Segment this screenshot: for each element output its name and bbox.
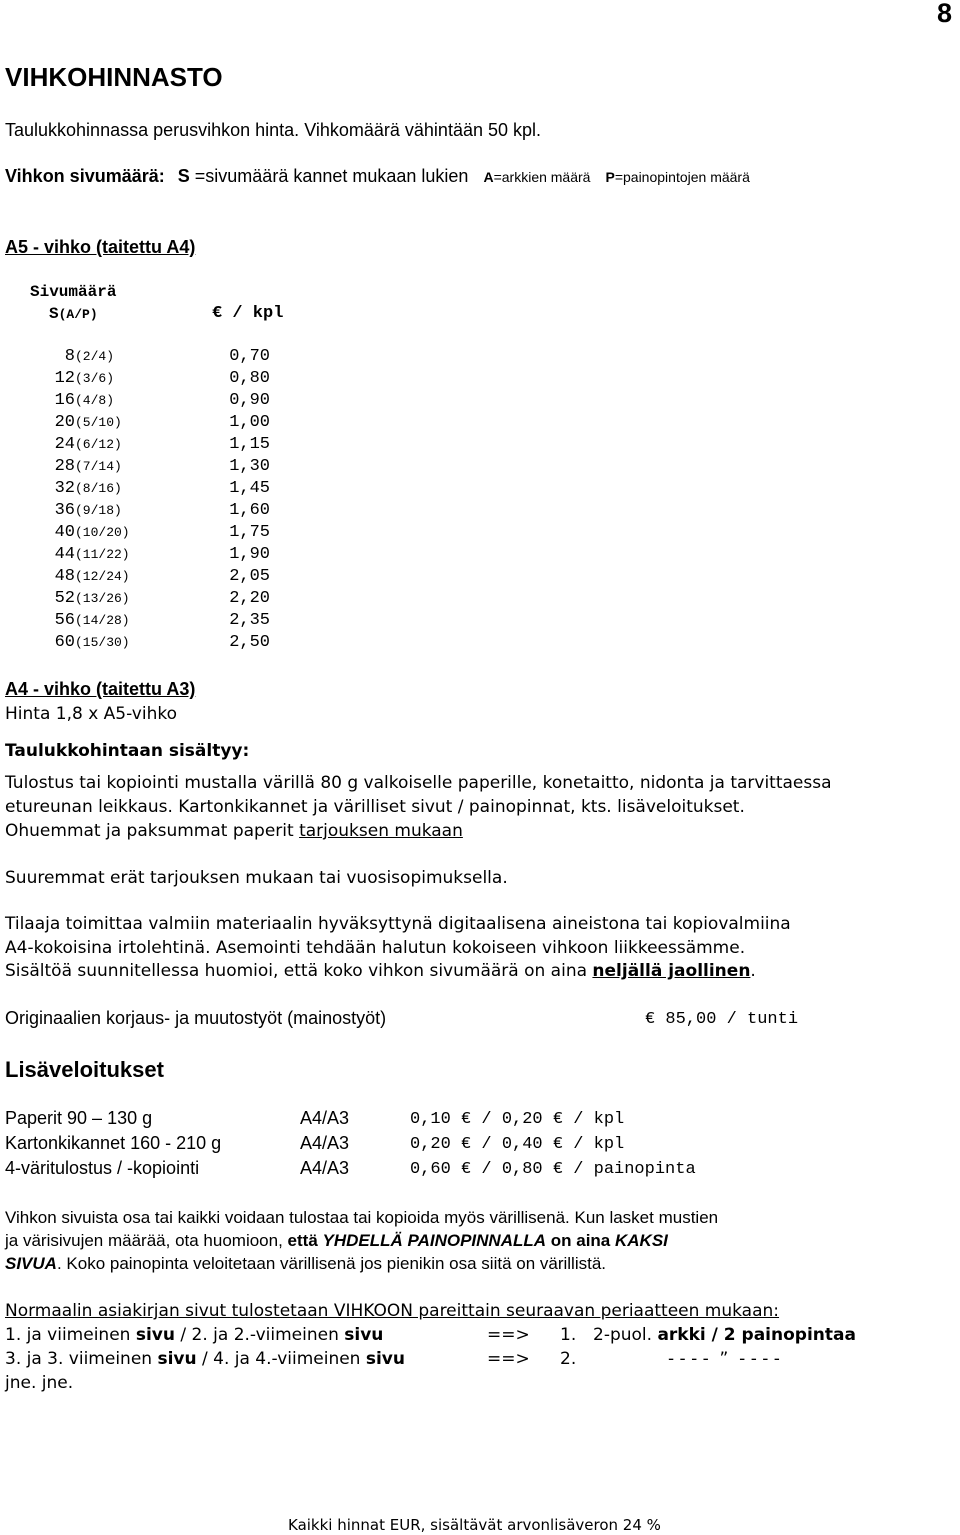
includes-line3: [5, 821, 463, 841]
corrections-price: € 85,00 / tunti: [645, 1010, 799, 1029]
order-row1-right: [593, 1325, 856, 1345]
a5-row-price: 1,30: [229, 457, 270, 476]
a5-row-price: 0,90: [229, 391, 270, 410]
customer-line2: A4-kokoisina irtolehtinä. Asemointi tehdään halutun kokoiseen vihkoon liikkeessämme.: [5, 938, 746, 958]
extras-size: A4/A3: [300, 1108, 350, 1128]
extras-price: 0,10 € / 0,20 € / kpl: [410, 1110, 625, 1129]
order-row3: jne. jne.: [5, 1373, 74, 1393]
color-line2: [5, 1231, 668, 1251]
order-row2-c: / 4. ja 4.-viimeinen: [196, 1349, 366, 1369]
a5-row-price: 1,60: [229, 501, 270, 520]
a5-heading: A5 - vihko (taitettu A4): [5, 237, 196, 257]
customer-line3-emphasis: neljällä jaollinen: [592, 961, 751, 981]
order-row1-num: 1.: [560, 1325, 577, 1345]
a5-row-sheets-surfaces: (7/14): [75, 459, 122, 474]
col-price-header: € / kpl: [212, 304, 284, 323]
a5-row-page-count: 8: [64, 347, 75, 366]
a5-row-sheets-surfaces: (15/30): [75, 635, 130, 650]
a5-row-pages: [51, 567, 141, 586]
a5-row-pages: [51, 413, 141, 432]
legend-s-key: S: [177, 166, 190, 186]
a5-row-page-count: 28: [54, 457, 75, 476]
order-row1-left: [5, 1325, 383, 1345]
extras-price: 0,20 € / 0,40 € / kpl: [410, 1135, 625, 1154]
extras-item: Paperit 90 – 130 g: [5, 1108, 153, 1128]
a5-row-pages: [51, 589, 141, 608]
includes-line2: etureunan leikkaus. Kartonkikannet ja värilliset sivut / painopinnat, kts. lisäveloitukset.: [5, 797, 745, 817]
a5-row-price: 1,75: [229, 523, 270, 542]
extras-heading: Lisäveloitukset: [5, 1057, 164, 1082]
color-line3-b: . Koko painopinta veloitetaan värillisenä jos pienikin osa siitä on värillistä.: [56, 1254, 606, 1273]
order-row2-num: 2.: [560, 1349, 577, 1369]
includes-line1: Tulostus tai kopiointi mustalla värillä 80 g valkoiselle paperille, konetaitto, nidonta ja tarvittaessa: [5, 773, 832, 793]
a5-row-page-count: 20: [54, 413, 75, 432]
a5-row-price: 2,20: [229, 589, 270, 608]
a5-row-price: 1,15: [229, 435, 270, 454]
color-line2-c: YHDELLÄ PAINOPINNALLA: [322, 1231, 547, 1250]
legend-s-text: =sivumäärä kannet mukaan lukien: [194, 166, 469, 186]
a5-row-price: 1,45: [229, 479, 270, 498]
a5-row-sheets-surfaces: (11/22): [75, 547, 130, 562]
a5-row-price: 2,05: [229, 567, 270, 586]
a5-row-sheets-surfaces: (9/18): [75, 503, 122, 518]
a5-row-price: 0,80: [229, 369, 270, 388]
a5-row-page-count: 48: [54, 567, 75, 586]
color-line2-d: on aina: [546, 1231, 615, 1250]
order-row1-e: 2-puol.: [593, 1325, 658, 1345]
a5-row-sheets-surfaces: (13/26): [75, 591, 130, 606]
a5-row-price: 1,00: [229, 413, 270, 432]
order-row1-b: sivu: [135, 1325, 175, 1345]
color-line3-a: SIVUA: [5, 1254, 57, 1273]
legend-p-key: P: [605, 169, 615, 185]
color-line1: Vihkon sivuista osa tai kaikki voidaan tulostaa tai kopioida myös värillisenä. Kun lasket mustien: [5, 1208, 719, 1227]
order-heading: Normaalin asiakirjan sivut tulostetaan VIHKOON pareittain seuraavan periaatteen mukaan:: [5, 1301, 780, 1321]
customer-line3-end: .: [750, 961, 756, 981]
legend-line: [5, 166, 750, 187]
a5-row-page-count: 60: [54, 633, 75, 652]
color-line3: [5, 1254, 606, 1274]
a5-row-pages: [51, 369, 141, 388]
order-row1-f: arkki / 2 painopintaa: [657, 1325, 856, 1345]
corrections-label: Originaalien korjaus- ja muutostyöt (mainostyöt): [5, 1008, 387, 1028]
a5-row-pages: [51, 435, 141, 454]
col-s-sub: (A/P): [58, 307, 98, 322]
extras-item: 4-väritulostus / -kopiointi: [5, 1158, 200, 1178]
a5-row-page-count: 16: [54, 391, 75, 410]
a5-row-pages: [51, 347, 141, 366]
color-line2-b: että: [287, 1231, 323, 1250]
color-line2-a: ja värisivujen määrää, ota huomioon,: [5, 1231, 288, 1250]
a5-row-sheets-surfaces: (10/20): [75, 525, 130, 540]
a5-row-sheets-surfaces: (5/10): [75, 415, 122, 430]
col-s-main: S: [49, 305, 59, 323]
extras-size: A4/A3: [300, 1158, 350, 1178]
a5-row-price: 2,35: [229, 611, 270, 630]
order-row2-left: [5, 1349, 405, 1369]
a5-row-sheets-surfaces: (8/16): [75, 481, 122, 496]
extras-price: 0,60 € / 0,80 € / painopinta: [410, 1160, 696, 1179]
includes-line3-underlined: tarjouksen mukaan: [299, 821, 463, 841]
customer-line3-text: Sisältöä suunnitellessa huomioi, että koko vihkon sivumäärä on aina: [5, 961, 593, 981]
includes-line3-text: Ohuemmat ja paksummat paperit: [5, 821, 300, 841]
color-line2-e: KAKSI: [615, 1231, 668, 1250]
order-row2-a: 3. ja 3. viimeinen: [5, 1349, 158, 1369]
order-row1-a: 1. ja viimeinen: [5, 1325, 136, 1345]
a5-row-page-count: 24: [54, 435, 75, 454]
legend-label: Vihkon sivumäärä:: [5, 166, 165, 186]
legend-a-text: =arkkien määrä: [493, 169, 591, 185]
legend-a-key: A: [483, 169, 494, 185]
customer-line1: Tilaaja toimittaa valmiin materiaalin hyväksyttynä digitaalisena aineistona tai kopiovalmiina: [5, 914, 791, 934]
footer-note: Kaikki hinnat EUR, sisältävät arvonlisäveron 24 %: [288, 1516, 661, 1534]
order-row2-ditto: - - - - ” - - - -: [668, 1349, 780, 1369]
legend-p-text: =painopintojen määrä: [614, 169, 750, 185]
a5-row-pages: [51, 611, 141, 630]
a5-row-sheets-surfaces: (4/8): [75, 393, 115, 408]
order-row1-c: / 2. ja 2.-viimeinen: [174, 1325, 345, 1345]
a5-row-page-count: 52: [54, 589, 75, 608]
a5-row-page-count: 32: [54, 479, 75, 498]
a5-row-sheets-surfaces: (6/12): [75, 437, 122, 452]
order-row2-b: sivu: [157, 1349, 197, 1369]
intro-text: Taulukkohinnassa perusvihkon hinta. Vihkomäärä vähintään 50 kpl.: [5, 120, 542, 140]
a5-row-pages: [51, 457, 141, 476]
a5-row-pages: [51, 501, 141, 520]
a5-row-page-count: 12: [54, 369, 75, 388]
a5-row-sheets-surfaces: (12/24): [75, 569, 130, 584]
a5-row-pages: [51, 479, 141, 498]
a5-row-page-count: 36: [54, 501, 75, 520]
extras-size: A4/A3: [300, 1133, 350, 1153]
a5-row-pages: [51, 633, 141, 652]
order-row1-arrow: ==>: [487, 1325, 530, 1345]
a5-row-page-count: 56: [54, 611, 75, 630]
order-row2-arrow: ==>: [487, 1349, 530, 1369]
customer-line3: [5, 961, 756, 981]
extras-item: Kartonkikannet 160 - 210 g: [5, 1133, 222, 1153]
col-sivumaara-header: Sivumäärä: [30, 283, 117, 301]
a5-row-page-count: 44: [54, 545, 75, 564]
a5-row-pages: [51, 545, 141, 564]
a5-row-price: 0,70: [229, 347, 270, 366]
a5-row-page-count: 40: [54, 523, 75, 542]
col-s-header: [49, 305, 98, 323]
a5-row-sheets-surfaces: (3/6): [75, 371, 115, 386]
a5-row-price: 2,50: [229, 633, 270, 652]
a4-text: Hinta 1,8 x A5-vihko: [5, 704, 177, 724]
a5-row-price: 1,90: [229, 545, 270, 564]
a5-row-sheets-surfaces: (14/28): [75, 613, 130, 628]
order-row1-d: sivu: [344, 1325, 384, 1345]
a4-heading: A4 - vihko (taitettu A3): [5, 679, 196, 699]
page-title: VIHKOHINNASTO: [5, 62, 223, 92]
page-number: 8: [936, 0, 952, 28]
a5-row-pages: [51, 523, 141, 542]
a5-row-sheets-surfaces: (2/4): [75, 349, 115, 364]
includes-heading: Taulukkohintaan sisältyy:: [5, 741, 250, 761]
bulk-text: Suuremmat erät tarjouksen mukaan tai vuosisopimuksella.: [5, 868, 508, 888]
order-row2-d: sivu: [365, 1349, 405, 1369]
a5-row-pages: [51, 391, 141, 410]
